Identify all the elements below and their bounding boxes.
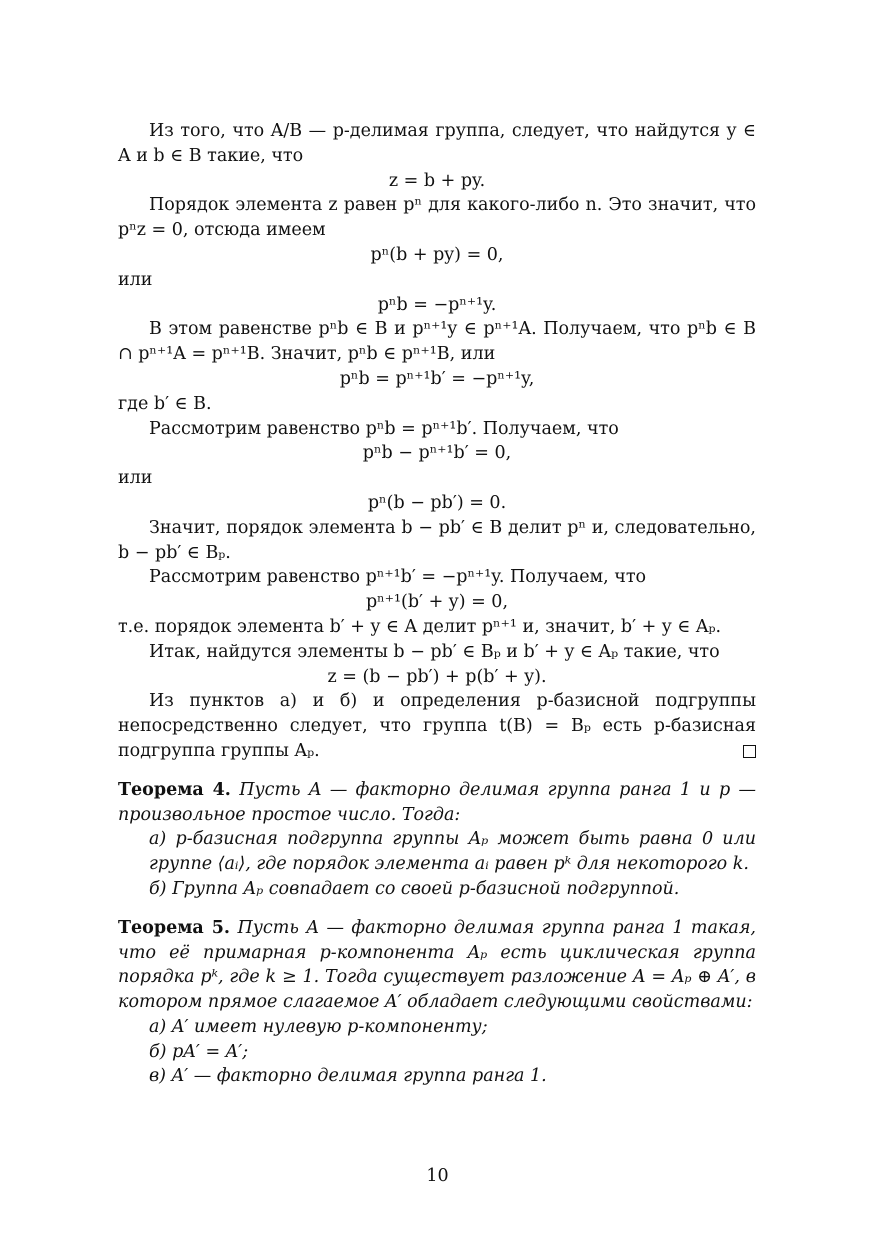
- paragraph-with-qed: [118, 689, 756, 763]
- theorem-text: Пусть A — факторно делимая группа ранга 1 такая, что её примарная p-компонента Aₚ есть циклическая группа порядка pᵏ, где k ≥ 1. Тогда существует разложение A = Aₚ ⊕ A′, в котором прямое слагаемое A′ обладает следующими свойствами:: [118, 917, 756, 1013]
- theorem-statement: [118, 778, 756, 828]
- equation: z = (b − pb′) + p(b′ + y).: [327, 666, 547, 687]
- qed-square-icon: [743, 745, 756, 758]
- theorem-item: а) p-базисная подгруппа группы Aₚ может быть равна 0 или группе ⟨aᵢ⟩, где порядок элемента aᵢ равен pᵏ для некоторого k.: [149, 829, 756, 875]
- equation: pⁿ(b + py) = 0,: [370, 244, 504, 265]
- equation: pⁿ⁺¹(b′ + y) = 0,: [365, 592, 509, 613]
- page-body: [118, 119, 756, 1089]
- paragraph: В этом равенстве pⁿb ∈ B и pⁿ⁺¹y ∈ pⁿ⁺¹A. Получаем, что pⁿb ∈ B ∩ pⁿ⁺¹A = pⁿ⁺¹B. Значит, pⁿb ∈ pⁿ⁺¹B, или: [118, 319, 756, 365]
- paragraph: Рассмотрим равенство pⁿb = pⁿ⁺¹b′. Получаем, что: [149, 418, 619, 439]
- paragraph: Итак, найдутся элементы b − pb′ ∈ Bₚ и b′ + y ∈ Aₚ такие, что: [149, 641, 720, 662]
- equation: pⁿb − pⁿ⁺¹b′ = 0,: [362, 443, 512, 464]
- theorem-heading: Теорема 5.: [118, 917, 231, 938]
- equation: pⁿ(b − pb′) = 0.: [367, 492, 507, 513]
- theorem-heading: Теорема 4.: [118, 779, 231, 800]
- theorem-statement: [118, 916, 756, 1015]
- theorem-item: в) A′ — факторно делимая группа ранга 1.: [149, 1066, 547, 1087]
- page-number: 10: [426, 1166, 449, 1186]
- paragraph: Порядок элемента z равен pⁿ для какого-либо n. Это значит, что pⁿz = 0, отсюда имеем: [118, 195, 756, 241]
- paragraph: или: [118, 468, 153, 489]
- equation: pⁿb = pⁿ⁺¹b′ = −pⁿ⁺¹y,: [339, 368, 535, 389]
- theorem-item: а) A′ имеет нулевую p-компоненту;: [149, 1016, 488, 1037]
- theorem-item: б) Группа Aₚ совпадает со своей p-базисной подгруппой.: [149, 878, 680, 899]
- paragraph: т.е. порядок элемента b′ + y ∈ A делит pⁿ⁺¹ и, значит, b′ + y ∈ Aₚ.: [118, 616, 722, 637]
- paragraph: Рассмотрим равенство pⁿ⁺¹b′ = −pⁿ⁺¹y. Получаем, что: [149, 567, 647, 588]
- equation: pⁿb = −pⁿ⁺¹y.: [377, 294, 497, 315]
- theorem-4: [118, 778, 756, 902]
- theorem-text: Пусть A — факторно делимая группа ранга 1 и p — произвольное простое число. Тогда:: [118, 779, 756, 825]
- paragraph: Из того, что A/B — p-делимая группа, следует, что найдутся y ∈ A и b ∈ B такие, что: [118, 121, 756, 166]
- theorem-5: [118, 916, 756, 1090]
- paragraph: или: [118, 269, 153, 290]
- paragraph: где b′ ∈ B.: [118, 393, 212, 414]
- equation: z = b + py.: [388, 170, 486, 191]
- paragraph: Из пунктов а) и б) и определения p-базисной подгруппы непосредственно следует, что группа t(B) = Bₚ есть p-базисная подгруппа группы Aₚ.: [118, 691, 756, 761]
- paragraph: Значит, порядок элемента b − pb′ ∈ B делит pⁿ и, следовательно, b − pb′ ∈ Bₚ.: [118, 517, 756, 563]
- theorem-item: б) pA′ = A′;: [149, 1041, 249, 1062]
